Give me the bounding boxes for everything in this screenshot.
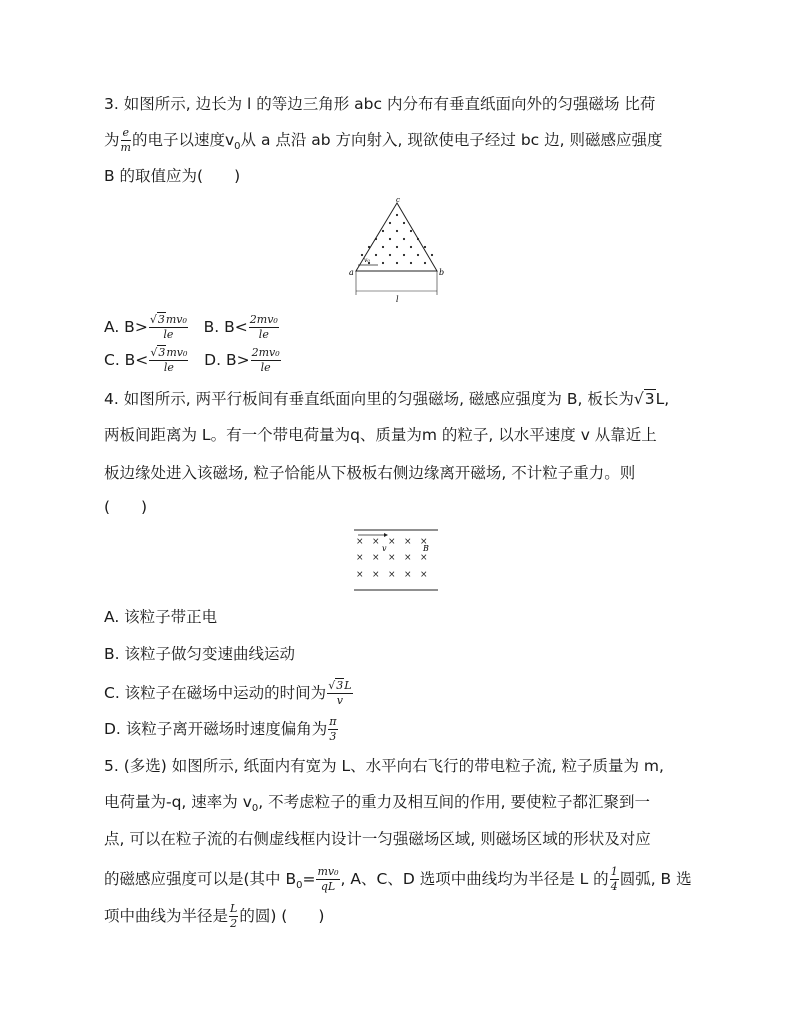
- q4-option-c: [104, 680, 354, 707]
- field-dot: [382, 230, 384, 232]
- field-dot: [403, 238, 405, 240]
- field-dot: [424, 262, 426, 264]
- q3-line2-sub: 0: [234, 141, 241, 153]
- field-dot: [396, 246, 398, 248]
- q4-option-d-den: 3: [329, 730, 337, 743]
- q4-line2: 两板间距离为 L。有一个带电荷量为q、质量为m 的粒子, 以水平速度 v 从靠近上: [104, 426, 657, 444]
- vertex-c-label: c: [396, 196, 400, 204]
- vertex-b-label: b: [439, 268, 445, 277]
- q4-line3: 板边缘处进入该磁场, 粒子恰能从下极板右侧边缘离开磁场, 不计粒子重力。则: [104, 464, 636, 482]
- q4-line4: ( ): [104, 498, 148, 516]
- q4-option-d-num: π: [329, 715, 337, 728]
- q3-option-b-den: le: [258, 328, 269, 341]
- field-dot: [396, 230, 398, 232]
- field-cross: ×: [356, 553, 364, 563]
- field-dot: [368, 246, 370, 248]
- q5-line4-eq: =: [302, 870, 316, 888]
- q5-quarter-num: 1: [610, 865, 618, 878]
- field-dot: [424, 246, 426, 248]
- field-cross: ×: [356, 537, 364, 547]
- q3-option-b-num: 2mv₀: [249, 313, 278, 326]
- q3-option-d-num: 2mv₀: [251, 346, 280, 359]
- q3-option-c-frac: $\frac{\text{√3mv₀}}{le}$: [150, 346, 188, 374]
- q4-line1-post: L,: [655, 390, 670, 408]
- q5-half-num: L: [230, 902, 238, 915]
- field-dot: [389, 254, 391, 256]
- field-dot: [396, 262, 398, 264]
- q5-b0-den: qL: [320, 880, 336, 893]
- q3-triangle-figure: [340, 195, 460, 305]
- q4-line1-pre: 4. 如图所示, 两平行板间有垂直纸面向里的匀强磁场, 磁感应强度为 B, 板长为: [104, 390, 634, 408]
- q3-option-a-den: le: [163, 328, 174, 341]
- q5-line5: [104, 903, 324, 930]
- q3-charge-mass-ratio: [121, 127, 131, 154]
- field-dot: [382, 246, 384, 248]
- field-dot: [375, 254, 377, 256]
- field-dot: [431, 254, 433, 256]
- field-cross: ×: [372, 570, 380, 580]
- q5-line4: [104, 866, 692, 896]
- field-cross: ×: [420, 570, 428, 580]
- q5-line2-sub: 0: [251, 803, 259, 815]
- q5-line4-sub: 0: [296, 880, 303, 892]
- q3-frac-num: e: [122, 126, 129, 139]
- q3-line1: 3. 如图所示, 边长为 l 的等边三角形 abc 内分布有垂直纸面向外的匀强磁场 比荷: [104, 95, 656, 113]
- q3-option-d-label: D. B>: [204, 351, 250, 369]
- vertex-a-label: a: [349, 268, 354, 277]
- field-cross: ×: [420, 553, 428, 563]
- q3-line2: [104, 127, 662, 157]
- q4-option-a: A. 该粒子带正电: [104, 608, 218, 626]
- q3-option-b-frac: [249, 314, 279, 341]
- q5-b0-num: mv₀: [317, 865, 339, 878]
- q4-option-c-frac: $\frac{√3L}{v}$: [328, 679, 352, 707]
- q5-line2-post: , 不考虑粒子的重力及相互间的作用, 要使粒子都汇聚到一: [258, 793, 650, 811]
- field-label: B: [423, 544, 429, 553]
- q3-options-ab: [104, 314, 280, 341]
- q4-plates-figure: [352, 527, 442, 593]
- field-dot: [403, 254, 405, 256]
- field-cross: ×: [420, 537, 428, 547]
- field-dots: [361, 214, 433, 264]
- field-dot: [389, 238, 391, 240]
- field-cross: ×: [404, 553, 412, 563]
- field-cross: ×: [372, 537, 380, 547]
- q3-frac-den: m: [120, 141, 131, 154]
- field-cross: ×: [404, 570, 412, 580]
- field-dot: [410, 246, 412, 248]
- q5-line1: 5. (多选) 如图所示, 纸面内有宽为 L、水平向右飞行的带电粒子流, 粒子质量为 m,: [104, 757, 664, 775]
- field-dot: [375, 238, 377, 240]
- field-cross: ×: [372, 553, 380, 563]
- field-dot: [403, 222, 405, 224]
- length-label: l: [396, 295, 399, 304]
- q5-half-frac: [229, 903, 238, 930]
- q3-option-d-frac: [251, 347, 281, 374]
- q3-option-c-sqrt: 3: [158, 346, 166, 359]
- q5-half-den: 2: [230, 917, 238, 930]
- q3-option-a-frac: $\frac{\text{√3mv₀}}{le}$: [149, 313, 187, 341]
- q3-option-a-sqrt: 3: [157, 313, 165, 326]
- field-dot: [361, 254, 363, 256]
- q3-option-c-label: C. B<: [104, 351, 149, 369]
- field-cross: ×: [388, 570, 396, 580]
- q3-options-cd: [104, 347, 282, 374]
- q5-b0-frac: [316, 866, 339, 893]
- q3-option-a-label: A. B>: [104, 318, 148, 336]
- q5-line5-pre: 项中曲线为半径是: [104, 907, 229, 925]
- q3-option-d-den: le: [260, 361, 271, 374]
- field-dot: [410, 230, 412, 232]
- field-dot: [410, 262, 412, 264]
- q5-line4-mid: , A、C、D 选项中曲线均为半径是 L 的: [340, 870, 609, 888]
- field-dot: [417, 238, 419, 240]
- q3-option-c-den: le: [163, 361, 174, 374]
- q3-line3: B 的取值应为( ): [104, 167, 241, 185]
- field-cross: ×: [356, 570, 364, 580]
- q4-line1: 4. 如图所示, 两平行板间有垂直纸面向里的匀强磁场, 磁感应强度为 B, 板长为√3L,: [104, 390, 670, 408]
- q5-line2: [104, 792, 650, 819]
- velocity-label: v: [382, 544, 387, 553]
- q3-option-c-num: mv₀: [166, 346, 188, 359]
- q5-quarter-den: 4: [610, 880, 618, 893]
- q3-option-a-num: mv₀: [165, 313, 187, 326]
- q5-quarter-frac: [610, 866, 619, 893]
- field-cross: ×: [388, 537, 396, 547]
- q4-option-c-text: C. 该粒子在磁场中运动的时间为: [104, 684, 327, 702]
- q5-line5-post: 的圆) ( ): [239, 907, 325, 925]
- field-crosses: [356, 537, 428, 580]
- q5-line4-pre: 的磁感应强度可以是(其中 B: [104, 870, 297, 888]
- field-dot: [382, 262, 384, 264]
- field-cross: ×: [388, 553, 396, 563]
- field-cross: ×: [404, 537, 412, 547]
- q3-line2-post: 的电子以速度v: [131, 131, 235, 149]
- q4-option-d: [104, 716, 339, 743]
- field-dot: [417, 254, 419, 256]
- q4-option-d-frac: [328, 716, 337, 743]
- velocity-label: v₀: [364, 257, 370, 264]
- q3-line2-end: 从 a 点沿 ab 方向射入, 现欲使电子经过 bc 边, 则磁感应强度: [240, 131, 663, 149]
- q3-option-b-label: B. B<: [203, 318, 248, 336]
- q4-option-c-sqrt: 3: [336, 679, 344, 692]
- q4-option-c-num: L: [344, 679, 352, 692]
- q3-line2-pre: 为: [104, 131, 120, 149]
- field-dot: [389, 222, 391, 224]
- q4-option-d-text: D. 该粒子离开磁场时速度偏角为: [104, 720, 328, 738]
- field-dot: [396, 214, 398, 216]
- q5-line3: 点, 可以在粒子流的右侧虚线框内设计一匀强磁场区域, 则磁场区域的形状及对应: [104, 830, 651, 848]
- q4-line1-sqrt: 3: [644, 390, 655, 408]
- q4-option-c-den: v: [336, 694, 343, 707]
- q5-line4-end: 圆弧, B 选: [619, 870, 692, 888]
- q4-option-b: B. 该粒子做匀变速曲线运动: [104, 645, 295, 663]
- q5-line2-pre: 电荷量为-q, 速率为 v: [104, 793, 252, 811]
